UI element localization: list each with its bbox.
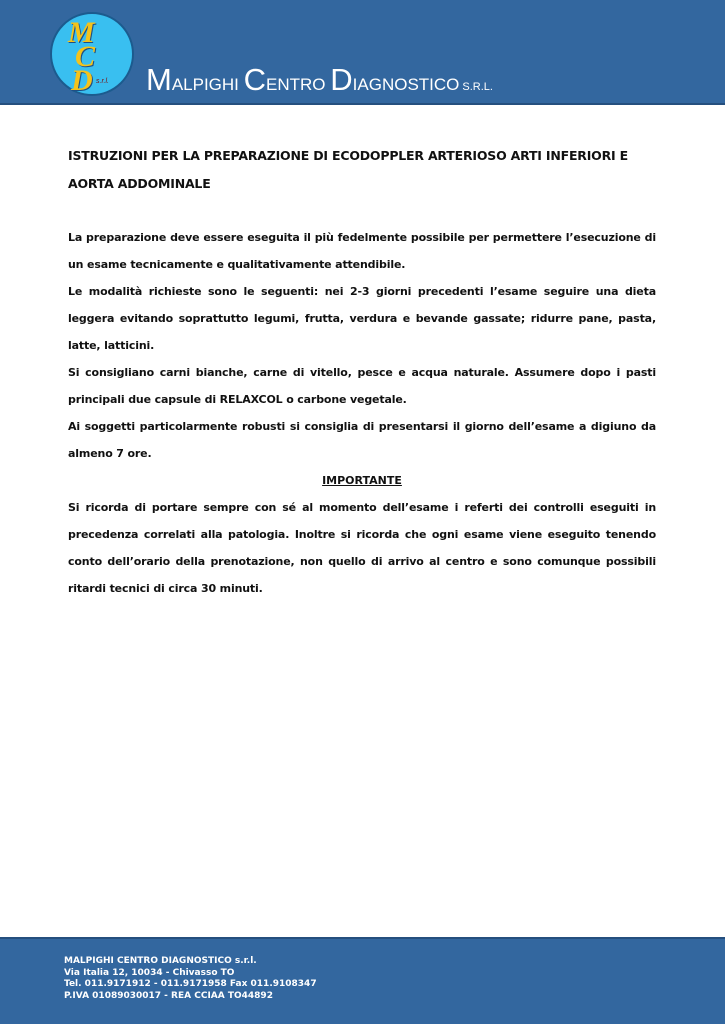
company-word-centro: ENTRO bbox=[266, 75, 331, 94]
company-name bbox=[146, 62, 493, 98]
mcd-logo bbox=[50, 12, 134, 96]
logo-letter-m: M bbox=[68, 16, 95, 49]
logo-srl: s.r.l. bbox=[96, 78, 109, 85]
paragraph-1: La preparazione deve essere eseguita il più fedelmente possibile per permettere l’esecuzione di un esame tecnicamente e qualitativamente attendibile. bbox=[68, 231, 656, 271]
footer-line-vat: P.IVA 01089030017 - REA CCIAA TO44892 bbox=[64, 990, 273, 1001]
important-paragraph: Si ricorda di portare sempre con sé al momento dell’esame i referti dei controlli eseguiti in precedenza correlati alla patologia. Inoltre si ricorda che ogni esame viene eseguito tenendo conto dell’orario della prenotazione, non quello di arrivo al centro e sono comunque possibili ritardi tecnici di circa 30 minuti. bbox=[68, 501, 656, 595]
important-heading: IMPORTANTE bbox=[322, 474, 402, 487]
paragraph-2: Le modalità richieste sono le seguenti: nei 2-3 giorni precedenti l’esame seguire una dieta leggera evitando soprattutto legumi, frutta, verdura e bevande gassate; ridurre pane, pasta, latte, latticini. bbox=[68, 285, 656, 352]
footer-line-phone: Tel. 011.9171912 - 011.9171958 Fax 011.9108347 bbox=[64, 979, 317, 989]
company-word-malpighi: ALPIGHI bbox=[171, 75, 244, 94]
company-initial-m: M bbox=[146, 62, 172, 97]
page-header bbox=[0, 0, 725, 105]
page-footer bbox=[0, 937, 725, 1024]
footer-contact bbox=[64, 956, 317, 1002]
company-word-diagnostico: IAGNOSTICO bbox=[352, 75, 460, 94]
logo-letter-c: C bbox=[75, 40, 96, 73]
document-body bbox=[68, 142, 656, 602]
company-initial-d: D bbox=[330, 62, 353, 97]
company-suffix: S.R.L. bbox=[462, 81, 493, 93]
paragraph-3: Si consigliano carni bianche, carne di vitello, pesce e acqua naturale. Assumere dopo i pasti principali due capsule di RELAXCOL o carbone vegetale. bbox=[68, 366, 656, 406]
footer-line-company: MALPIGHI CENTRO DIAGNOSTICO s.r.l. bbox=[64, 956, 257, 966]
logo-letter-d: D bbox=[71, 64, 93, 97]
company-initial-c: C bbox=[243, 62, 267, 97]
document-title: ISTRUZIONI PER LA PREPARAZIONE DI ECODOPPLER ARTERIOSO ARTI INFERIORI E AORTA ADDOMINALE bbox=[68, 148, 628, 191]
footer-line-address: Via Italia 12, 10034 - Chivasso TO bbox=[64, 967, 235, 978]
paragraph-4: Ai soggetti particolarmente robusti si consiglia di presentarsi il giorno dell’esame a digiuno da almeno 7 ore. bbox=[68, 420, 656, 460]
